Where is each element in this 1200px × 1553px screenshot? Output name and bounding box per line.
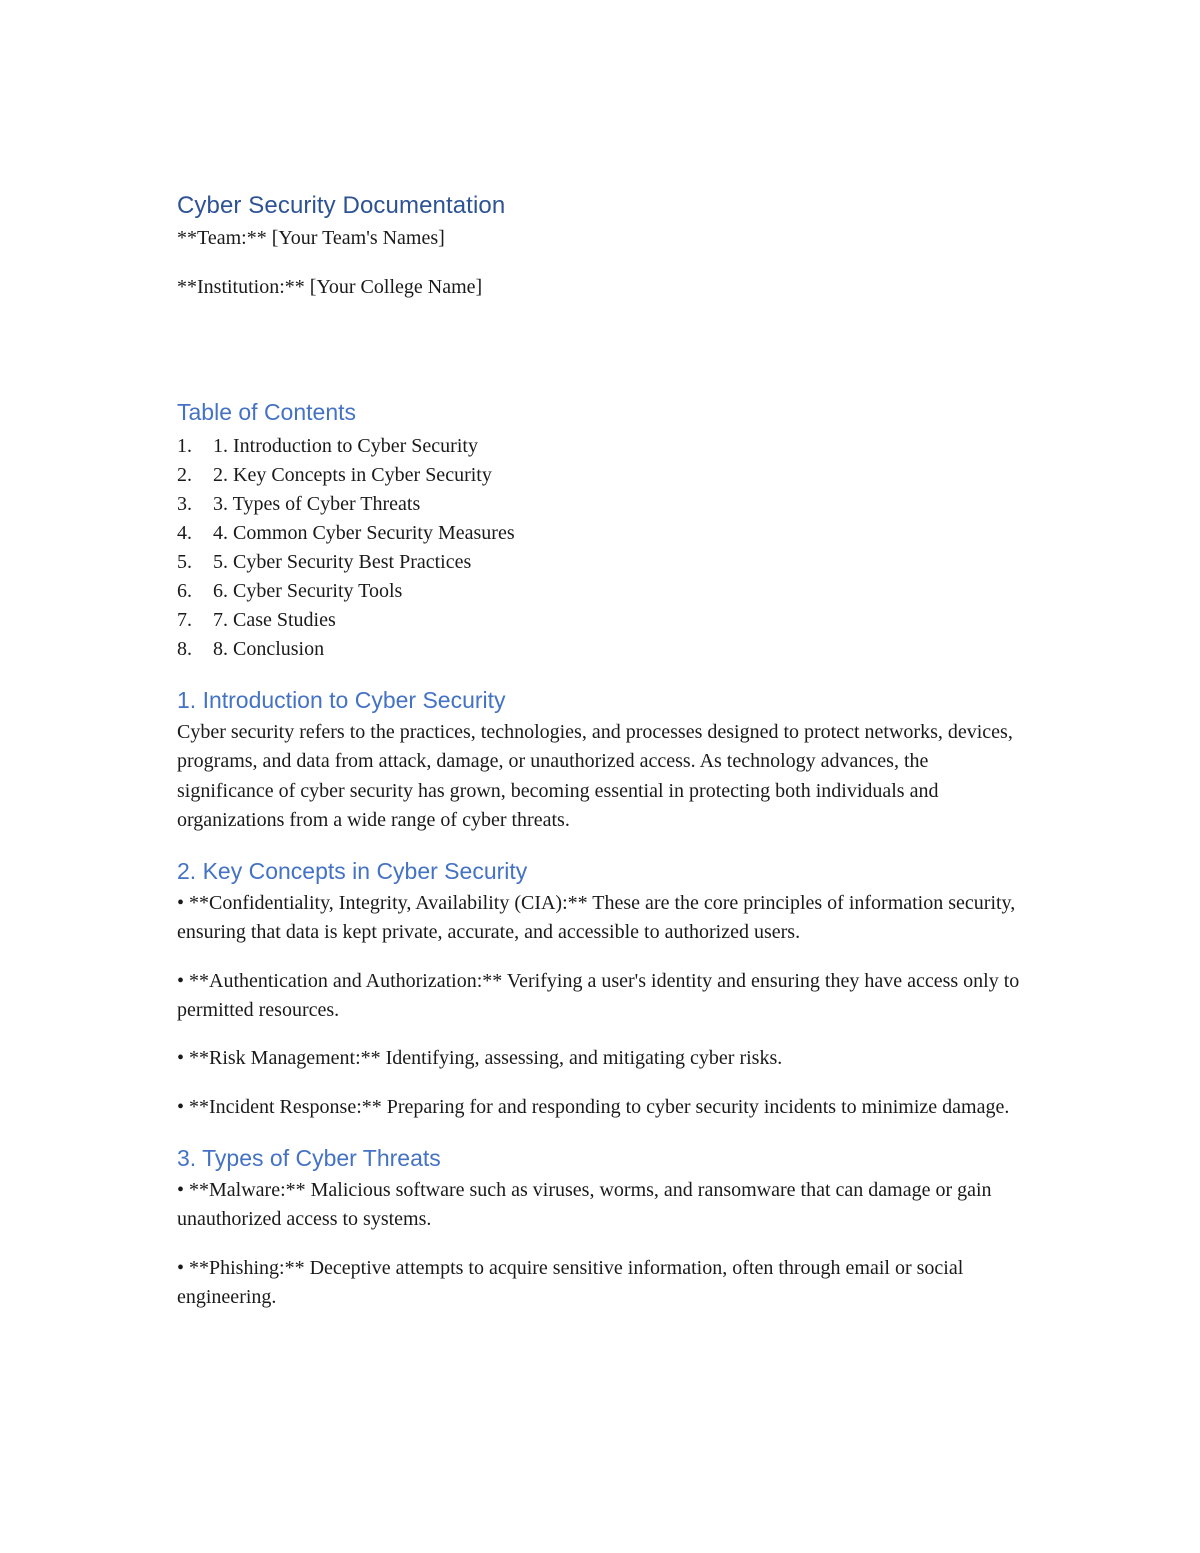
toc-item bbox=[177, 606, 1027, 635]
toc-item-number: 8. bbox=[177, 638, 192, 660]
bullet-paragraph: • **Authentication and Authorization:** Verifying a user's identity and ensuring they have access only to permitted resources. bbox=[177, 969, 1020, 1022]
document-body bbox=[177, 190, 1027, 1312]
toc-item-label: 1. Introduction to Cyber Security bbox=[213, 435, 478, 457]
toc-item bbox=[177, 490, 1027, 519]
bullet-paragraph: • **Risk Management:** Identifying, assessing, and mitigating cyber risks. bbox=[177, 1047, 783, 1070]
toc-item bbox=[177, 635, 1027, 664]
toc-item-label: 6. Cyber Security Tools bbox=[213, 580, 403, 602]
section-heading: 1. Introduction to Cyber Security bbox=[177, 687, 506, 713]
toc-heading: Table of Contents bbox=[177, 399, 357, 425]
toc-item-label: 8. Conclusion bbox=[213, 638, 325, 660]
section-introduction bbox=[177, 684, 1027, 835]
bullet-paragraph: • **Confidentiality, Integrity, Availability (CIA):** These are the core principles of information security, ensuring that data is kept private, accurate, and accessible to authorized users. bbox=[177, 892, 1016, 944]
table-of-contents bbox=[177, 432, 1027, 664]
section-threat-types bbox=[177, 1142, 1027, 1312]
toc-item-label: 4. Common Cyber Security Measures bbox=[213, 522, 515, 544]
toc-item-label: 3. Types of Cyber Threats bbox=[213, 493, 421, 515]
toc-item bbox=[177, 461, 1027, 490]
toc-item-number: 3. bbox=[177, 493, 192, 515]
institution-line: **Institution:** [Your College Name] bbox=[177, 276, 483, 298]
bullet-paragraph: • **Malware:** Malicious software such as viruses, worms, and ransomware that can damage or gain unauthorized access to systems. bbox=[177, 1178, 992, 1231]
toc-item bbox=[177, 432, 1027, 461]
team-line: **Team:** [Your Team's Names] bbox=[177, 227, 445, 249]
toc-item-number: 4. bbox=[177, 522, 192, 544]
toc-item-number: 6. bbox=[177, 580, 192, 602]
bullet-paragraph: • **Incident Response:** Preparing for and responding to cyber security incidents to minimize damage. bbox=[177, 1095, 1010, 1118]
toc-item-number: 7. bbox=[177, 609, 192, 631]
toc-item-number: 2. bbox=[177, 464, 192, 486]
toc-item bbox=[177, 548, 1027, 577]
section-key-concepts bbox=[177, 855, 1027, 1122]
section-paragraph: Cyber security refers to the practices, technologies, and processes designed to protect networks, devices, programs, and data from attack, damage, or unauthorized access. As technology advances, the significance of cyber security has grown, becoming essential in protecting both individuals and organizations from a wide range of cyber threats. bbox=[177, 721, 1013, 831]
section-heading: 2. Key Concepts in Cyber Security bbox=[177, 858, 528, 885]
toc-item-label: 5. Cyber Security Best Practices bbox=[213, 551, 472, 573]
toc-item-label: 7. Case Studies bbox=[213, 609, 336, 631]
bullet-paragraph: • **Phishing:** Deceptive attempts to acquire sensitive information, often through email or social engineering. bbox=[177, 1256, 964, 1308]
toc-item-number: 5. bbox=[177, 551, 192, 573]
toc-item-number: 1. bbox=[177, 435, 192, 457]
toc-item-label: 2. Key Concepts in Cyber Security bbox=[213, 464, 492, 486]
document-title: Cyber Security Documentation bbox=[177, 192, 506, 219]
section-heading: 3. Types of Cyber Threats bbox=[177, 1144, 441, 1171]
toc-item bbox=[177, 519, 1027, 548]
toc-item bbox=[177, 577, 1027, 606]
